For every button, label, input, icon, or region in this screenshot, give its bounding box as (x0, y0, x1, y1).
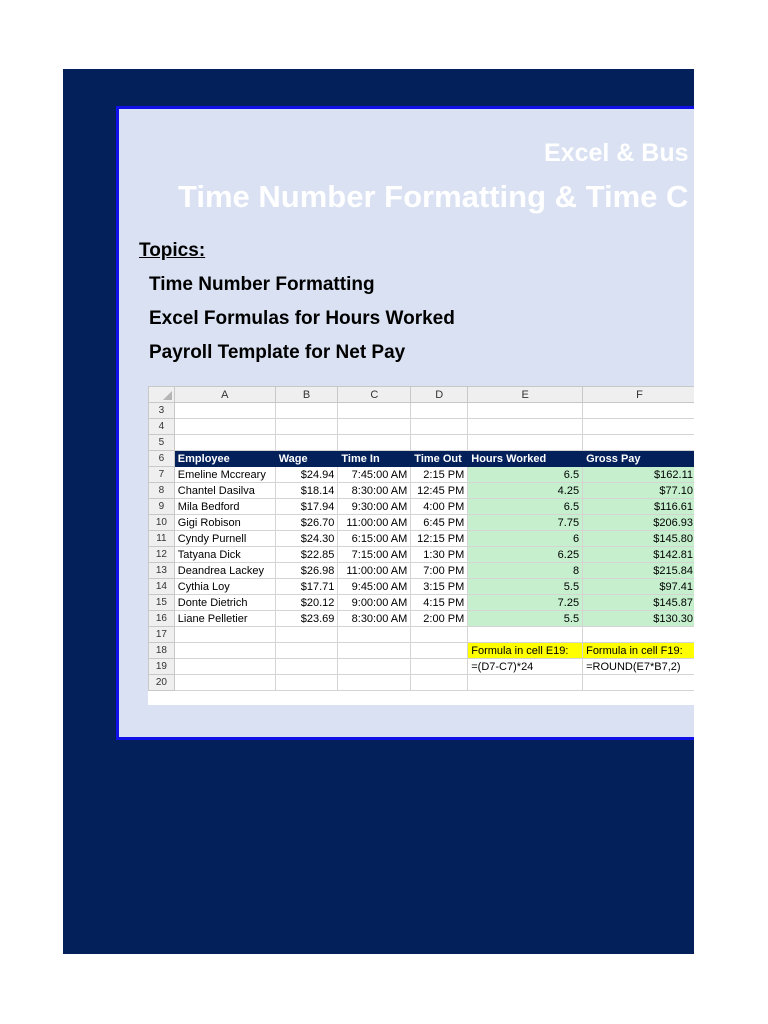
cell[interactable] (411, 435, 468, 451)
row-header[interactable]: 17 (149, 627, 175, 643)
header-cell-wage[interactable]: Wage (275, 451, 338, 467)
cell[interactable] (174, 435, 275, 451)
data-cell[interactable]: $77.10 (583, 483, 694, 499)
data-cell[interactable]: $22.85 (275, 547, 338, 563)
data-cell[interactable]: $24.94 (275, 467, 338, 483)
data-cell[interactable]: $215.84 (583, 563, 694, 579)
header-cell-hours-worked[interactable]: Hours Worked (468, 451, 583, 467)
data-cell[interactable]: 7:00 PM (411, 563, 468, 579)
data-cell[interactable]: 6:15:00 AM (338, 531, 411, 547)
data-cell[interactable]: Gigi Robison (174, 515, 275, 531)
cell[interactable] (338, 643, 411, 659)
data-cell[interactable]: $23.69 (275, 611, 338, 627)
row-header[interactable]: 9 (149, 499, 175, 515)
cell[interactable] (411, 627, 468, 643)
cell[interactable] (338, 659, 411, 675)
row-header[interactable]: 13 (149, 563, 175, 579)
cell[interactable] (275, 627, 338, 643)
data-cell[interactable]: 11:00:00 AM (338, 515, 411, 531)
data-cell[interactable]: Donte Dietrich (174, 595, 275, 611)
data-cell[interactable]: 6.25 (468, 547, 583, 563)
table-row (149, 595, 695, 611)
data-cell[interactable]: 9:00:00 AM (338, 595, 411, 611)
data-cell[interactable]: 2:00 PM (411, 611, 468, 627)
cell[interactable] (338, 403, 411, 419)
table-row (149, 563, 695, 579)
cell[interactable] (174, 419, 275, 435)
table-row (149, 467, 695, 483)
select-all-corner[interactable] (149, 387, 175, 403)
data-cell[interactable]: 7.25 (468, 595, 583, 611)
data-cell[interactable]: $26.70 (275, 515, 338, 531)
cell[interactable] (468, 403, 583, 419)
column-header[interactable]: D (411, 387, 468, 403)
data-cell[interactable]: $145.80 (583, 531, 694, 547)
data-cell[interactable]: Liane Pelletier (174, 611, 275, 627)
column-header[interactable]: F (583, 387, 694, 403)
cell[interactable] (583, 403, 694, 419)
data-cell[interactable]: Mila Bedford (174, 499, 275, 515)
cell[interactable] (411, 419, 468, 435)
row-header[interactable]: 4 (149, 419, 175, 435)
topic-item: Excel Formulas for Hours Worked (149, 308, 455, 329)
data-cell[interactable]: $20.12 (275, 595, 338, 611)
cell[interactable] (275, 435, 338, 451)
table-row (149, 515, 695, 531)
row-header[interactable]: 11 (149, 531, 175, 547)
table-row (149, 531, 695, 547)
row-header[interactable]: 15 (149, 595, 175, 611)
formula-text-f19[interactable]: =ROUND(E7*B7,2) (583, 659, 694, 675)
row-header[interactable]: 5 (149, 435, 175, 451)
header-cell-time-in[interactable]: Time In (338, 451, 411, 467)
header-cell-gross-pay[interactable]: Gross Pay (583, 451, 694, 467)
data-cell[interactable]: $130.30 (583, 611, 694, 627)
column-header[interactable]: E (468, 387, 583, 403)
data-cell[interactable]: 7:45:00 AM (338, 467, 411, 483)
data-cell[interactable]: 6.5 (468, 499, 583, 515)
content-panel (116, 106, 694, 740)
data-cell[interactable]: 6.5 (468, 467, 583, 483)
column-header[interactable]: C (338, 387, 411, 403)
cell[interactable] (468, 435, 583, 451)
cell[interactable] (174, 403, 275, 419)
row-header[interactable]: 3 (149, 403, 175, 419)
cell[interactable] (174, 643, 275, 659)
spreadsheet-grid (148, 386, 694, 691)
data-cell[interactable]: $206.93 (583, 515, 694, 531)
data-cell[interactable]: 4.25 (468, 483, 583, 499)
data-cell[interactable]: 7.75 (468, 515, 583, 531)
data-cell[interactable]: $17.94 (275, 499, 338, 515)
cell[interactable] (338, 419, 411, 435)
topic-item: Time Number Formatting (149, 274, 375, 295)
data-cell[interactable]: 2:15 PM (411, 467, 468, 483)
cell[interactable] (583, 435, 694, 451)
cell[interactable] (411, 403, 468, 419)
data-cell[interactable]: 11:00:00 AM (338, 563, 411, 579)
data-cell[interactable]: Emeline Mccreary (174, 467, 275, 483)
data-cell[interactable]: 4:15 PM (411, 595, 468, 611)
cell[interactable] (468, 419, 583, 435)
cell[interactable] (468, 675, 583, 691)
cell[interactable] (174, 675, 275, 691)
table-row (149, 547, 695, 563)
data-cell[interactable]: 1:30 PM (411, 547, 468, 563)
data-cell[interactable]: Tatyana Dick (174, 547, 275, 563)
data-cell[interactable]: 6:45 PM (411, 515, 468, 531)
spreadsheet-screenshot (148, 386, 694, 705)
cell[interactable] (275, 403, 338, 419)
data-cell[interactable]: 3:15 PM (411, 579, 468, 595)
table-row (149, 499, 695, 515)
data-cell[interactable]: 9:30:00 AM (338, 499, 411, 515)
row-header[interactable]: 14 (149, 579, 175, 595)
data-cell[interactable]: $97.41 (583, 579, 694, 595)
data-cell[interactable]: $145.87 (583, 595, 694, 611)
slide (63, 69, 694, 954)
column-header[interactable]: B (275, 387, 338, 403)
row-header[interactable]: 19 (149, 659, 175, 675)
cell[interactable] (411, 675, 468, 691)
cell[interactable] (583, 675, 694, 691)
data-cell[interactable]: $24.30 (275, 531, 338, 547)
cell[interactable] (174, 627, 275, 643)
formula-label-f18[interactable]: Formula in cell F19: (583, 643, 694, 659)
data-cell[interactable]: 5.5 (468, 579, 583, 595)
row-header[interactable]: 7 (149, 467, 175, 483)
row-header[interactable]: 18 (149, 643, 175, 659)
row-header[interactable]: 6 (149, 451, 175, 467)
data-cell[interactable]: 8:30:00 AM (338, 611, 411, 627)
cell[interactable] (583, 627, 694, 643)
data-cell[interactable]: Deandrea Lackey (174, 563, 275, 579)
cell[interactable] (275, 643, 338, 659)
data-cell[interactable]: $17.71 (275, 579, 338, 595)
cell[interactable] (275, 659, 338, 675)
table-row (149, 483, 695, 499)
data-cell[interactable]: $18.14 (275, 483, 338, 499)
cell[interactable] (338, 675, 411, 691)
data-cell[interactable]: $162.11 (583, 467, 694, 483)
data-cell[interactable]: $26.98 (275, 563, 338, 579)
cell[interactable] (468, 627, 583, 643)
data-cell[interactable]: $116.61 (583, 499, 694, 515)
data-cell[interactable]: 8:30:00 AM (338, 483, 411, 499)
cell[interactable] (583, 419, 694, 435)
data-cell[interactable]: 4:00 PM (411, 499, 468, 515)
data-cell[interactable]: 12:45 PM (411, 483, 468, 499)
cell[interactable] (411, 659, 468, 675)
row-header[interactable]: 10 (149, 515, 175, 531)
slide-title: Time Number Formatting & Time C (178, 179, 689, 214)
topic-item: Payroll Template for Net Pay (149, 342, 406, 363)
table-row (149, 579, 695, 595)
data-cell[interactable]: 6 (468, 531, 583, 547)
row-header[interactable]: 12 (149, 547, 175, 563)
cell[interactable] (411, 643, 468, 659)
row-header[interactable]: 16 (149, 611, 175, 627)
data-cell[interactable]: Chantel Dasilva (174, 483, 275, 499)
slide-supertitle: Excel & Bus (544, 139, 689, 167)
data-cell[interactable]: Cyndy Purnell (174, 531, 275, 547)
cell[interactable] (338, 435, 411, 451)
data-cell[interactable]: 12:15 PM (411, 531, 468, 547)
data-cell[interactable]: 8 (468, 563, 583, 579)
cell[interactable] (275, 419, 338, 435)
formula-text-e19[interactable]: =(D7-C7)*24 (468, 659, 583, 675)
row-header[interactable]: 20 (149, 675, 175, 691)
cell[interactable] (275, 675, 338, 691)
data-cell[interactable]: 7:15:00 AM (338, 547, 411, 563)
formula-label-e18[interactable]: Formula in cell E19: (468, 643, 583, 659)
topics-heading: Topics: (139, 240, 206, 261)
table-row (149, 611, 695, 627)
header-cell-employee[interactable]: Employee (174, 451, 275, 467)
data-cell[interactable]: 5.5 (468, 611, 583, 627)
cell[interactable] (174, 659, 275, 675)
data-cell[interactable]: $142.81 (583, 547, 694, 563)
column-header[interactable]: A (174, 387, 275, 403)
data-cell[interactable]: Cythia Loy (174, 579, 275, 595)
cell[interactable] (338, 627, 411, 643)
data-cell[interactable]: 9:45:00 AM (338, 579, 411, 595)
row-header[interactable]: 8 (149, 483, 175, 499)
header-cell-time-out[interactable]: Time Out (411, 451, 468, 467)
